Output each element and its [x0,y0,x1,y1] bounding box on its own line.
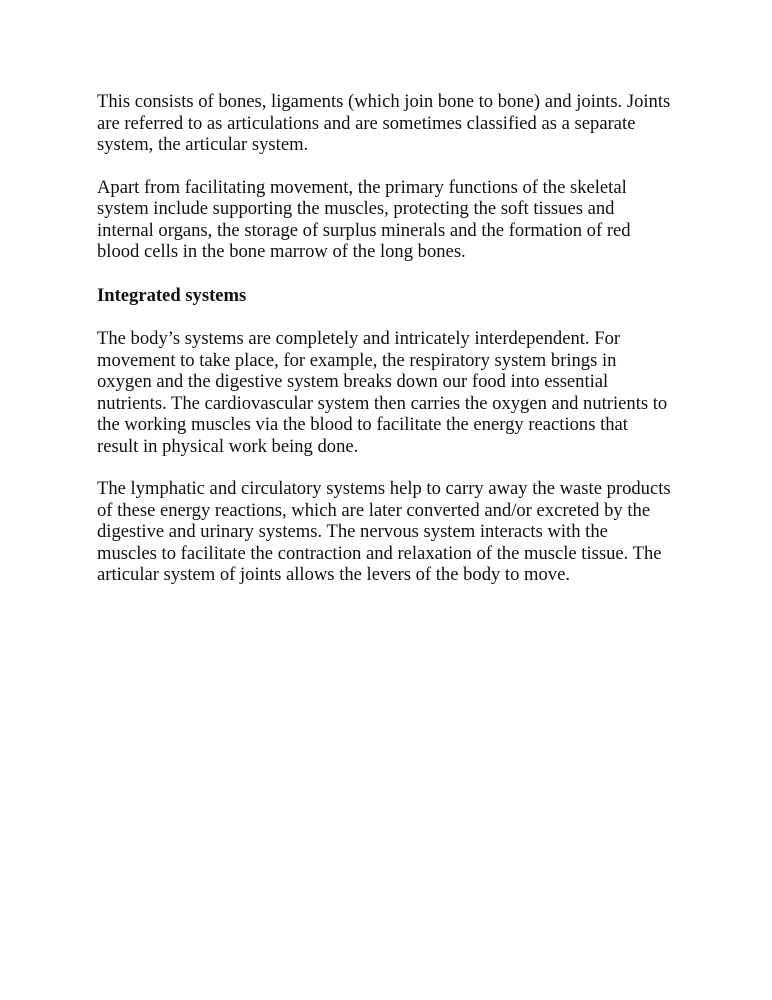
paragraph-interdependence [97,328,687,457]
text-line: muscles to facilitate the contraction and relaxation of the muscle tissue. The [97,542,662,564]
text-line: blood cells in the bone marrow of the long bones. [97,241,466,262]
document-body [97,91,687,586]
text-line: nutrients. The cardiovascular system then carries the oxygen and nutrients to [97,392,668,414]
paragraph-skeletal-functions [97,177,687,263]
text-line: result in physical work being done. [97,435,359,457]
text-line: internal organs, the storage of surplus minerals and the formation of red [97,219,631,241]
paragraph-skeletal-system-intro [97,91,687,156]
text-line: The body’s systems are completely and intricately interdependent. For [97,328,621,349]
section-heading [97,285,687,307]
text-line: digestive and urinary systems. The nervous system interacts with the [97,521,608,542]
text-line: the working muscles via the blood to facilitate the energy reactions that [97,414,628,435]
text-line: system include supporting the muscles, protecting the soft tissues and [97,198,615,219]
heading-text: Integrated systems [97,284,247,306]
text-line: articular system of joints allows the levers of the body to move. [97,564,571,585]
text-line: The lymphatic and circulatory systems help to carry away the waste products [97,478,671,499]
text-line: Apart from facilitating movement, the primary functions of the skeletal [97,176,627,198]
text-line: are referred to as articulations and are sometimes classified as a separate [97,112,636,134]
text-line: movement to take place, for example, the respiratory system brings in [97,349,617,371]
text-line: This consists of bones, ligaments (which join bone to bone) and joints. Joints [97,91,671,112]
text-line: system, the articular system. [97,134,309,155]
text-line: of these energy reactions, which are later converted and/or excreted by the [97,499,651,521]
text-line: oxygen and the digestive system breaks down our food into essential [97,371,609,392]
paragraph-waste-and-nervous-system [97,478,687,586]
